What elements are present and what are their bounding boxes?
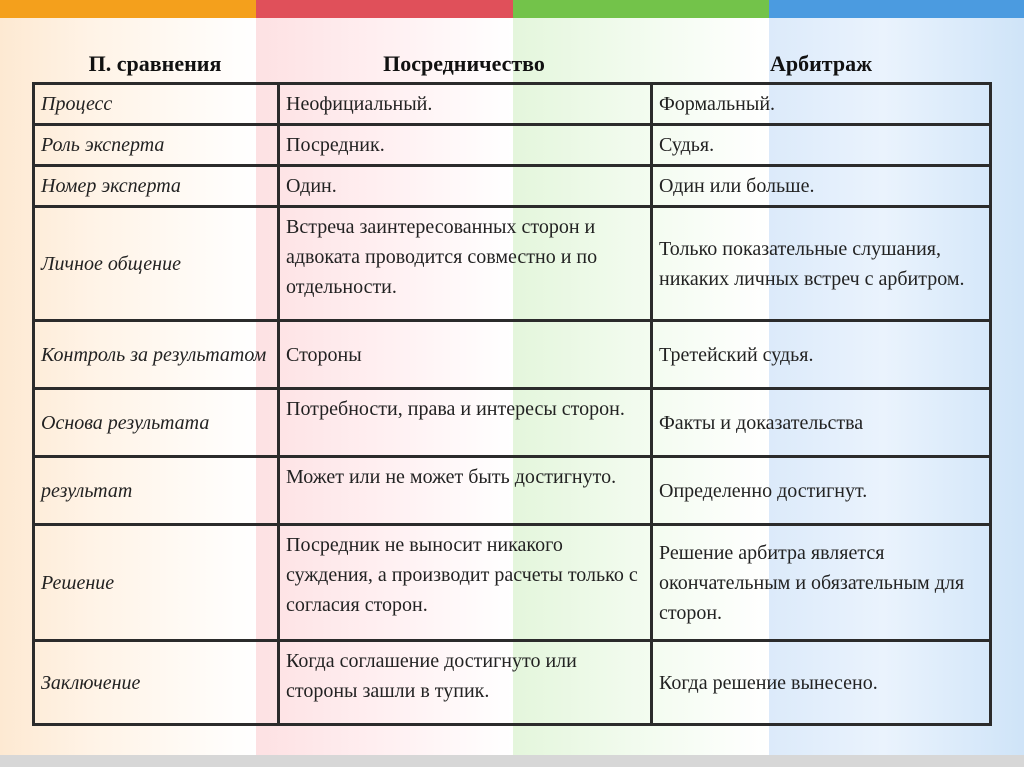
- decor-stripe-green: [513, 0, 769, 18]
- header-comparison: П. сравнения: [88, 51, 222, 76]
- arbitration-cell: Факты и доказательства: [652, 389, 991, 457]
- criterion-cell: Номер эксперта: [34, 166, 279, 207]
- mediation-cell: Посредник не выносит никакого суждения, а производит расчеты только с согласия сторон.: [279, 525, 652, 641]
- mediation-cell: Может или не может быть достигнуто.: [279, 457, 652, 525]
- arbitration-cell: Когда решение вынесено.: [652, 641, 991, 725]
- criterion-cell: Контроль за результатом: [34, 321, 279, 389]
- criterion-cell: Процесс: [34, 84, 279, 125]
- table-row: [34, 321, 991, 389]
- arbitration-cell: Третейский судья.: [652, 321, 991, 389]
- arbitration-cell: Только показательные слушания, никаких личных встреч с арбитром.: [652, 207, 991, 321]
- criterion-cell: Заключение: [34, 641, 279, 725]
- table-row: [34, 389, 991, 457]
- header-arbitration: Арбитраж: [769, 51, 873, 76]
- mediation-cell: Стороны: [279, 321, 652, 389]
- criterion-cell: Основа результата: [34, 389, 279, 457]
- mediation-cell: Один.: [279, 166, 652, 207]
- mediation-cell: Встреча заинтересованных сторон и адвоката проводится совместно и по отдельности.: [279, 207, 652, 321]
- table-row: [34, 457, 991, 525]
- criterion-cell: Личное общение: [34, 207, 279, 321]
- mediation-cell: Неофициальный.: [279, 84, 652, 125]
- arbitration-cell: Определенно достигнут.: [652, 457, 991, 525]
- table-row: [34, 207, 991, 321]
- mediation-cell: Потребности, права и интересы сторон.: [279, 389, 652, 457]
- arbitration-cell: Судья.: [652, 125, 991, 166]
- comparison-table: [32, 82, 992, 726]
- arbitration-cell: Один или больше.: [652, 166, 991, 207]
- mediation-cell: Когда соглашение достигнуто или стороны зашли в тупик.: [279, 641, 652, 725]
- decor-stripe-red: [256, 0, 513, 18]
- arbitration-cell: Решение арбитра является окончательным и обязательным для сторон.: [652, 525, 991, 641]
- table-row: [34, 525, 991, 641]
- table-row: [34, 125, 991, 166]
- decor-stripe-orange: [0, 0, 256, 18]
- table-row: [34, 84, 991, 125]
- criterion-cell: Роль эксперта: [34, 125, 279, 166]
- criterion-cell: результат: [34, 457, 279, 525]
- table-row: [34, 166, 991, 207]
- mediation-cell: Посредник.: [279, 125, 652, 166]
- header-mediation: Посредничество: [383, 51, 545, 76]
- decor-stripe-blue: [769, 0, 1024, 18]
- decor-bottom-bar: [0, 755, 1024, 767]
- table-row: [34, 641, 991, 725]
- criterion-cell: Решение: [34, 525, 279, 641]
- arbitration-cell: Формальный.: [652, 84, 991, 125]
